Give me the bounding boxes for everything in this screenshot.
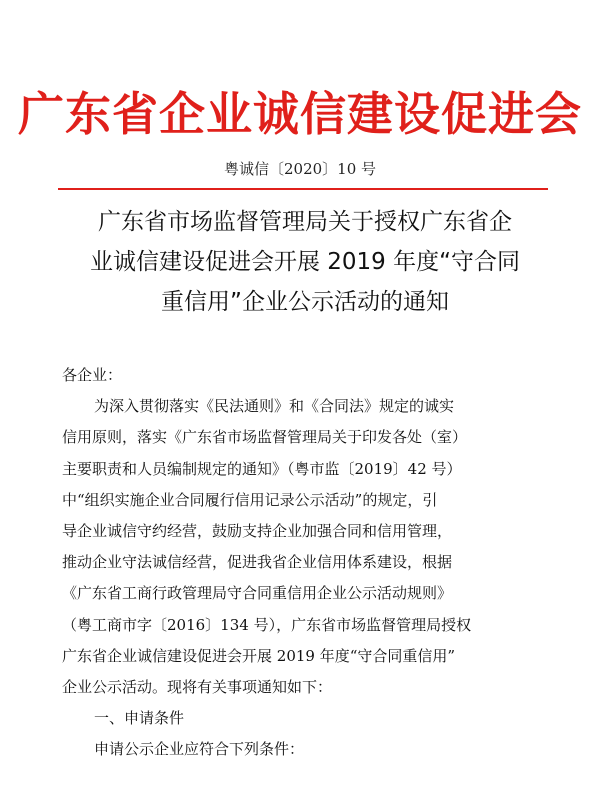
paragraph-line: 中“组织实施企业合同履行信用记录公示活动”的规定，引 [62,490,438,509]
notice-title [60,202,550,322]
document-number: 粤诚信〔2020〕10 号 [223,160,377,178]
section-intro: 申请公示企业应符合下列条件： [94,740,305,759]
paragraph-line: 信用原则，落实《广东省市场监督管理局关于印发各处（室） [62,428,468,447]
paragraph-line: 企业公示活动。现将有关事项通知如下： [62,677,333,696]
paragraph-line: 为深入贯彻落实《民法通则》和《合同法》规定的诚实 [94,397,455,416]
paragraph-line: 导企业诚信守约经营，鼓励支持企业加强合同和信用管理， [62,521,453,540]
notice-title-line: 广东省市场监督管理局关于授权广东省企 [98,209,512,235]
paragraph-line: 推动企业守法诚信经营，促进我省企业信用体系建设，根据 [62,553,453,572]
salutation: 各企业： [62,366,123,384]
paragraph-line: 主要职责和人员编制规定的通知》（粤市监〔2019〕42 号） [62,459,462,478]
org-name-heading: 广东省企业诚信建设促进会 [18,87,582,141]
notice-title-line: 重信用”企业公示活动的通知 [161,289,449,315]
notice-body [62,360,552,765]
red-divider-line [58,188,548,190]
notice-title-line: 业诚信建设促进会开展 2019 年度“守合同 [89,249,521,275]
paragraph-line: 《广东省工商行政管理局守合同重信用企业公示活动规则》 [62,584,453,603]
paragraph-line: 广东省企业诚信建设促进会开展 2019 年度“守合同重信用” [62,646,456,665]
section-heading: 一、申请条件 [94,709,185,728]
paragraph-line: （粤工商市字〔2016〕134 号），广东省市场监督管理局授权 [62,615,472,634]
